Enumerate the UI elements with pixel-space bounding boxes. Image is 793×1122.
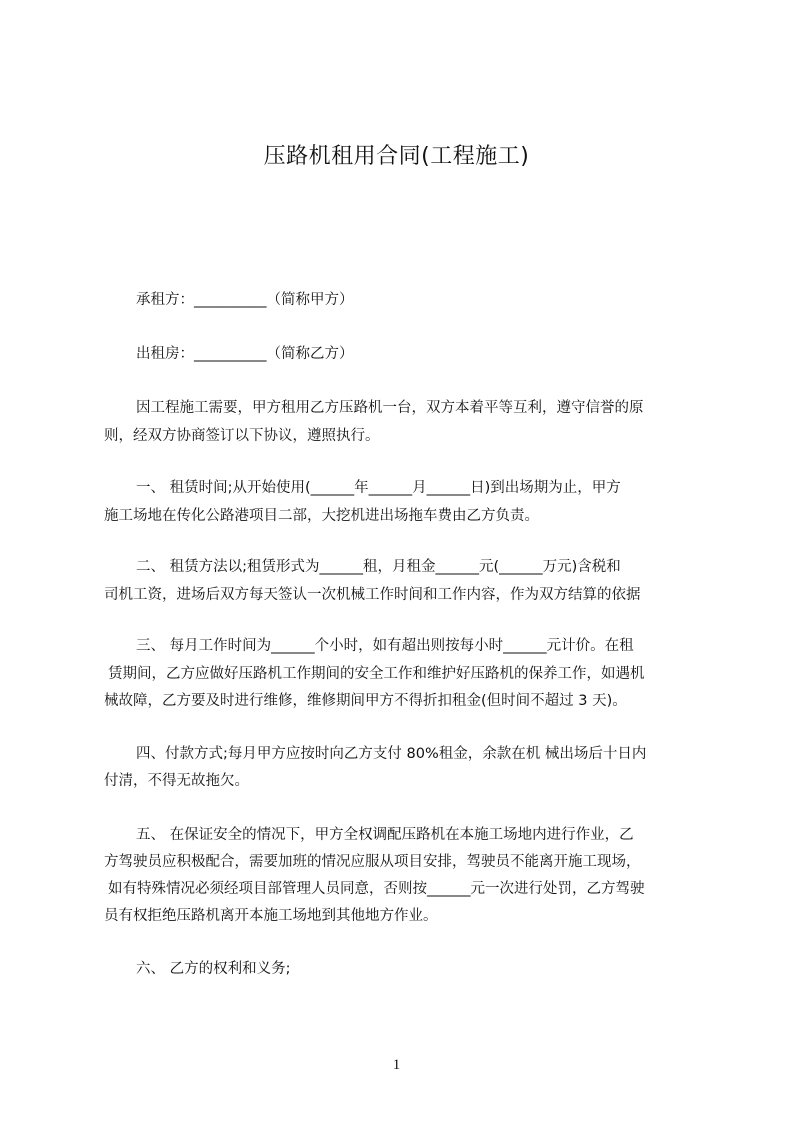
preamble-line-1: 因工程施工需要，甲方租用乙方压路机一台，双方本着平等互利，遵守信誉的原 — [136, 400, 644, 416]
clause-3-line-3: 械故障，乙方要及时进行维修，维修期间甲方不得折扣租金(但时间不超过 3 天)。 — [104, 693, 627, 709]
clause-5-line-4: 员有权拒绝压路机离开本施工场地到其他地方作业。 — [104, 908, 438, 924]
clause-5-line-2: 方驾驶员应积极配合，需要加班的情况应服从项目安排，驾驶员不能离开施工现场， — [104, 854, 641, 870]
clause-1-line-2: 施工场地在传化公路港项目二部，大挖机进出场拖车费由乙方负责。 — [104, 508, 539, 524]
clause-4-line-2: 付清，不得无故拖欠。 — [104, 773, 249, 789]
clause-6-line-1: 六、 乙方的权利和义务; — [136, 961, 291, 977]
preamble-line-2: 则，经双方协商签订以下协议，遵照执行。 — [104, 428, 380, 444]
clause-5-line-3: 如有特殊情况必须经项目部管理人员同意，否则按______元一次进行处罚，乙方驾驶 — [108, 881, 645, 897]
document-title: 压路机租用合同(工程施工) — [263, 144, 530, 169]
clause-3-line-2: 赁期间，乙方应做好压路机工作期间的安全工作和维护好压路机的保养工作，如遇机 — [108, 666, 645, 682]
lessor-line: 出租房：__________（简称乙方） — [136, 346, 354, 362]
clause-2-line-2: 司机工资，进场后双方每天签认一次机械工作时间和工作内容，作为双方结算的依据 — [104, 587, 641, 603]
clause-4-line-1: 四、付款方式;每月甲方应按时向乙方支付 80%租金，余款在机 械出场后十日内 — [136, 746, 647, 762]
clause-3-line-1: 三、 每月工作时间为______个小时，如有超出则按每小时______元计价。在租 — [136, 638, 634, 654]
page-number: 1 — [392, 1057, 401, 1073]
clause-5-line-1: 五、 在保证安全的情况下，甲方全权调配压路机在本施工场地内进行作业，乙 — [136, 827, 634, 843]
clause-1-line-1: 一、 租赁时间;从开始使用(______年______月______日)到出场期为止，甲方 — [136, 480, 621, 496]
lessee-line: 承租方：__________（简称甲方） — [136, 292, 354, 308]
clause-2-line-1: 二、 租赁方法以;租赁形式为______租，月租金______元(______万元)含税和 — [136, 559, 621, 575]
